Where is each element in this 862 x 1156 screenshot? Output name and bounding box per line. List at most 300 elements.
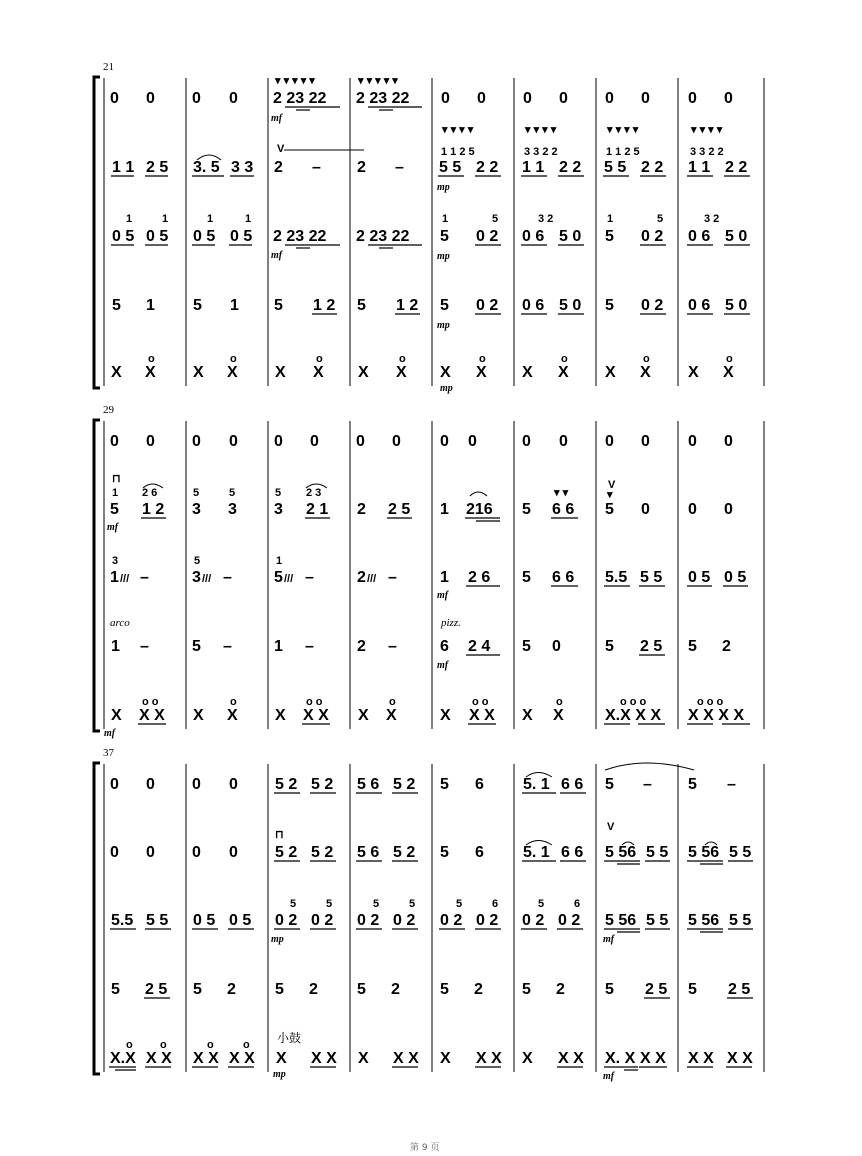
svg-text:5: 5 xyxy=(522,638,531,655)
svg-text:2 1: 2 1 xyxy=(306,501,329,518)
svg-text:X: X xyxy=(386,707,397,724)
svg-text:0: 0 xyxy=(605,433,614,450)
system-3 xyxy=(94,747,764,1082)
system-2 xyxy=(94,404,764,739)
svg-text:5 2: 5 2 xyxy=(275,844,298,861)
svg-text:X: X xyxy=(276,1050,287,1067)
measure-number: 21 xyxy=(103,61,114,73)
part-5-percussion xyxy=(111,353,734,394)
svg-text:0: 0 xyxy=(724,433,733,450)
svg-text:5: 5 xyxy=(373,898,380,910)
svg-text:X: X xyxy=(313,364,324,381)
svg-text:5: 5 xyxy=(688,776,697,793)
svg-text:0 2: 0 2 xyxy=(476,297,499,314)
svg-text:1 1 2 5: 1 1 2 5 xyxy=(606,146,640,158)
svg-text:0: 0 xyxy=(192,844,201,861)
svg-text:3: 3 xyxy=(112,555,119,567)
svg-text:–: – xyxy=(388,638,397,655)
svg-text:2: 2 xyxy=(227,981,236,998)
svg-text:5.5: 5.5 xyxy=(605,569,628,586)
svg-text:5: 5 xyxy=(110,501,119,518)
svg-text:2: 2 xyxy=(357,569,366,586)
svg-text:5 2: 5 2 xyxy=(311,844,334,861)
svg-text:6: 6 xyxy=(440,638,449,655)
svg-text:X X: X X xyxy=(688,1050,714,1067)
svg-text:5: 5 xyxy=(193,981,202,998)
svg-text:3: 3 xyxy=(274,501,283,518)
svg-text:▾ ▾ ▾ ▾: ▾ ▾ ▾ ▾ xyxy=(691,124,723,136)
svg-text:⊓: ⊓ xyxy=(275,829,284,841)
svg-text:5: 5 xyxy=(275,487,282,499)
svg-text:o o o: o o o xyxy=(620,696,647,708)
svg-text:0 2: 0 2 xyxy=(311,912,334,929)
svg-text:X: X xyxy=(227,707,238,724)
svg-text:X: X xyxy=(145,364,156,381)
svg-text:X X: X X xyxy=(558,1050,584,1067)
svg-text:–: – xyxy=(312,159,321,176)
svg-text:1 2: 1 2 xyxy=(142,501,165,518)
svg-text:5. 1: 5. 1 xyxy=(523,844,550,861)
svg-text:o: o xyxy=(243,1039,250,1051)
svg-text:X: X xyxy=(553,707,564,724)
svg-text:mp: mp xyxy=(437,251,450,262)
svg-text:5: 5 xyxy=(357,297,366,314)
part-1 xyxy=(110,763,736,793)
svg-text:X.X: X.X xyxy=(110,1050,136,1067)
svg-text:2 2: 2 2 xyxy=(559,159,582,176)
svg-text:0: 0 xyxy=(310,433,319,450)
svg-text:5: 5 xyxy=(522,501,531,518)
svg-text:X X: X X xyxy=(229,1050,255,1067)
svg-text:///: /// xyxy=(284,573,294,585)
svg-text:X: X xyxy=(275,707,286,724)
svg-text:5 6: 5 6 xyxy=(357,844,380,861)
svg-text:2: 2 xyxy=(274,159,283,176)
svg-text:2 5: 2 5 xyxy=(728,981,751,998)
svg-text:3 3: 3 3 xyxy=(231,159,254,176)
svg-text:mf: mf xyxy=(437,660,449,671)
svg-text:o: o xyxy=(726,353,733,365)
svg-text:–: – xyxy=(140,569,149,586)
svg-text:2 5: 2 5 xyxy=(145,981,168,998)
svg-text:5: 5 xyxy=(440,981,449,998)
svg-text:0: 0 xyxy=(477,90,486,107)
svg-text:0: 0 xyxy=(724,90,733,107)
svg-text:5 2: 5 2 xyxy=(311,776,334,793)
svg-text:5: 5 xyxy=(192,638,201,655)
svg-text:X: X xyxy=(358,1050,369,1067)
svg-text:2 3: 2 3 xyxy=(306,487,322,499)
svg-text:▾ ▾ ▾ ▾ ▾: ▾ ▾ ▾ ▾ ▾ xyxy=(358,75,398,87)
svg-text:0 5: 0 5 xyxy=(193,228,216,245)
svg-text:1 1: 1 1 xyxy=(688,159,711,176)
svg-text:5 2: 5 2 xyxy=(393,776,416,793)
svg-text:X: X xyxy=(275,364,286,381)
svg-text:o o: o o xyxy=(306,696,323,708)
svg-text:5: 5 xyxy=(688,638,697,655)
svg-text:5: 5 xyxy=(605,638,614,655)
svg-text:0 2: 0 2 xyxy=(393,912,416,929)
svg-text:2 2: 2 2 xyxy=(476,159,499,176)
svg-text:–: – xyxy=(305,638,314,655)
svg-text:0 5: 0 5 xyxy=(724,569,747,586)
part-3 xyxy=(110,555,748,601)
measure-number: 37 xyxy=(103,747,114,759)
svg-text:0: 0 xyxy=(229,90,238,107)
svg-text:///: /// xyxy=(367,573,377,585)
svg-text:o: o xyxy=(643,353,650,365)
svg-text:X: X xyxy=(227,364,238,381)
notation-cell: 0 xyxy=(110,90,119,107)
svg-text:3 2: 3 2 xyxy=(704,213,720,225)
svg-text:3: 3 xyxy=(192,569,201,586)
svg-text:5: 5 xyxy=(326,898,333,910)
svg-text:6: 6 xyxy=(492,898,499,910)
system-bracket xyxy=(94,763,100,1074)
svg-text:5 5: 5 5 xyxy=(604,159,627,176)
svg-text:5 5: 5 5 xyxy=(646,912,669,929)
svg-text:0: 0 xyxy=(274,433,283,450)
svg-text:X X: X X xyxy=(146,1050,172,1067)
svg-text:X: X xyxy=(111,364,122,381)
svg-text:X X: X X xyxy=(469,707,495,724)
svg-text:X: X xyxy=(723,364,734,381)
svg-text:5. 1: 5. 1 xyxy=(523,776,550,793)
system-bracket xyxy=(94,420,100,731)
svg-text:5: 5 xyxy=(440,776,449,793)
svg-text:o o: o o xyxy=(472,696,489,708)
svg-text:0: 0 xyxy=(523,90,532,107)
svg-text:0: 0 xyxy=(110,776,119,793)
svg-text:X: X xyxy=(440,707,451,724)
svg-text:5: 5 xyxy=(409,898,416,910)
svg-text:0: 0 xyxy=(559,433,568,450)
svg-text:X X: X X xyxy=(727,1050,753,1067)
part-3 xyxy=(111,213,750,262)
part-5-percussion xyxy=(104,696,750,739)
svg-text:6: 6 xyxy=(475,776,484,793)
svg-text:3 3 2 2: 3 3 2 2 xyxy=(690,146,724,158)
svg-text:0 2: 0 2 xyxy=(476,228,499,245)
svg-text:5 56: 5 56 xyxy=(605,844,637,861)
part-5-percussion xyxy=(109,1030,753,1082)
svg-text:0 2: 0 2 xyxy=(275,912,298,929)
svg-text:2 5: 2 5 xyxy=(645,981,668,998)
svg-text:2 23 22: 2 23 22 xyxy=(273,228,327,245)
svg-text:0: 0 xyxy=(192,433,201,450)
svg-text:–: – xyxy=(305,569,314,586)
svg-text:5: 5 xyxy=(275,981,284,998)
svg-text:X X X X: X X X X xyxy=(688,707,745,724)
svg-text:▾ ▾ ▾ ▾: ▾ ▾ ▾ ▾ xyxy=(442,124,474,136)
svg-text:X X: X X xyxy=(139,707,165,724)
svg-text:2 5: 2 5 xyxy=(640,638,663,655)
svg-text:–: – xyxy=(223,569,232,586)
svg-text:0: 0 xyxy=(110,844,119,861)
svg-text:2 6: 2 6 xyxy=(468,569,491,586)
svg-text:2: 2 xyxy=(391,981,400,998)
svg-text:2 2: 2 2 xyxy=(641,159,664,176)
svg-text:0 6: 0 6 xyxy=(688,228,711,245)
svg-text:0: 0 xyxy=(192,90,201,107)
svg-text:1: 1 xyxy=(440,569,449,586)
svg-text:2 5: 2 5 xyxy=(146,159,169,176)
svg-text:5: 5 xyxy=(194,555,201,567)
svg-text:▾ ▾: ▾ ▾ xyxy=(554,487,569,499)
svg-text:1: 1 xyxy=(110,569,119,586)
svg-text:0: 0 xyxy=(146,90,155,107)
svg-text:1 1: 1 1 xyxy=(522,159,545,176)
svg-text:2 23 22: 2 23 22 xyxy=(356,90,410,107)
svg-text:V: V xyxy=(277,143,285,155)
svg-text:0 2: 0 2 xyxy=(558,912,581,929)
svg-text:5: 5 xyxy=(440,297,449,314)
svg-text:1: 1 xyxy=(207,213,214,225)
svg-text:0 5: 0 5 xyxy=(193,912,216,929)
svg-text:2 5: 2 5 xyxy=(388,501,411,518)
svg-text:0: 0 xyxy=(440,433,449,450)
svg-text:5: 5 xyxy=(522,569,531,586)
svg-text:5.5: 5.5 xyxy=(111,912,134,929)
svg-text:0 2: 0 2 xyxy=(641,228,664,245)
svg-text:o o o: o o o xyxy=(697,696,724,708)
svg-text:0 6: 0 6 xyxy=(688,297,711,314)
svg-text:X: X xyxy=(522,364,533,381)
svg-text:0 2: 0 2 xyxy=(522,912,545,929)
part-1 xyxy=(110,433,733,450)
svg-text:0: 0 xyxy=(641,501,650,518)
svg-text:–: – xyxy=(388,569,397,586)
svg-text:0: 0 xyxy=(441,90,450,107)
svg-text:2: 2 xyxy=(556,981,565,998)
svg-text:1 1 2 5: 1 1 2 5 xyxy=(441,146,475,158)
svg-text:o: o xyxy=(479,353,486,365)
svg-text:mp: mp xyxy=(273,1069,286,1080)
svg-text:0: 0 xyxy=(356,433,365,450)
part-4 xyxy=(112,297,750,331)
svg-text:1 1: 1 1 xyxy=(112,159,135,176)
svg-text:5: 5 xyxy=(522,981,531,998)
svg-text:5 5: 5 5 xyxy=(146,912,169,929)
measure-number: 29 xyxy=(103,404,114,416)
svg-text:0: 0 xyxy=(688,90,697,107)
svg-text:3: 3 xyxy=(192,501,201,518)
svg-text:o: o xyxy=(399,353,406,365)
technique-mark: arco xyxy=(110,617,130,629)
svg-text:2: 2 xyxy=(357,638,366,655)
svg-text:5: 5 xyxy=(111,981,120,998)
svg-text:X: X xyxy=(111,707,122,724)
svg-text:5: 5 xyxy=(274,569,283,586)
svg-text:5: 5 xyxy=(605,297,614,314)
svg-text:–: – xyxy=(395,159,404,176)
svg-text:0: 0 xyxy=(110,433,119,450)
part-2 xyxy=(107,473,733,533)
svg-text:///: /// xyxy=(202,573,212,585)
svg-text:0: 0 xyxy=(146,844,155,861)
svg-text:5: 5 xyxy=(440,844,449,861)
svg-text:0: 0 xyxy=(724,501,733,518)
svg-text:5 0: 5 0 xyxy=(559,228,582,245)
svg-text:o: o xyxy=(148,353,155,365)
svg-text:5: 5 xyxy=(357,981,366,998)
svg-text:2: 2 xyxy=(357,501,366,518)
svg-text:2 23 22: 2 23 22 xyxy=(273,90,327,107)
svg-text:0 5: 0 5 xyxy=(688,569,711,586)
svg-text:6: 6 xyxy=(574,898,581,910)
svg-text:X: X xyxy=(358,364,369,381)
svg-text:X X: X X xyxy=(303,707,329,724)
svg-text:1: 1 xyxy=(276,555,283,567)
instrument-label: 小鼓 xyxy=(277,1031,302,1045)
svg-text:6 6: 6 6 xyxy=(552,569,575,586)
svg-text:V: V xyxy=(607,821,615,833)
svg-text:1: 1 xyxy=(274,638,283,655)
svg-text:0 6: 0 6 xyxy=(522,297,545,314)
svg-text:0: 0 xyxy=(641,433,650,450)
svg-text:X: X xyxy=(558,364,569,381)
svg-text:X: X xyxy=(396,364,407,381)
svg-text:–: – xyxy=(643,776,652,793)
svg-text:X: X xyxy=(193,707,204,724)
svg-text:X: X xyxy=(605,364,616,381)
svg-text:0: 0 xyxy=(229,776,238,793)
svg-text:3. 5: 3. 5 xyxy=(193,159,220,176)
svg-text:0: 0 xyxy=(468,433,477,450)
svg-text:mp: mp xyxy=(437,182,450,193)
svg-text:mf: mf xyxy=(603,1071,615,1082)
svg-text:▾ ▾ ▾ ▾: ▾ ▾ ▾ ▾ xyxy=(525,124,557,136)
svg-text:1: 1 xyxy=(146,297,155,314)
svg-text:o: o xyxy=(230,353,237,365)
svg-text:1: 1 xyxy=(607,213,614,225)
svg-text:0: 0 xyxy=(605,90,614,107)
svg-text:mf: mf xyxy=(104,728,116,739)
system-bracket xyxy=(94,77,100,388)
svg-text:o: o xyxy=(126,1039,133,1051)
svg-text:0 2: 0 2 xyxy=(357,912,380,929)
svg-text:5 2: 5 2 xyxy=(393,844,416,861)
svg-text:1: 1 xyxy=(440,501,449,518)
svg-text:5: 5 xyxy=(274,297,283,314)
svg-text:mp: mp xyxy=(437,320,450,331)
svg-text:X. X: X. X xyxy=(605,1050,636,1067)
svg-text:2: 2 xyxy=(309,981,318,998)
svg-text:1: 1 xyxy=(230,297,239,314)
svg-text:0: 0 xyxy=(392,433,401,450)
svg-text:216: 216 xyxy=(466,501,493,518)
svg-text:5: 5 xyxy=(538,898,545,910)
svg-text:6 6: 6 6 xyxy=(561,844,584,861)
svg-text:X: X xyxy=(193,364,204,381)
svg-text:0 5: 0 5 xyxy=(229,912,252,929)
part-4 xyxy=(110,617,731,671)
svg-text:V: V xyxy=(608,479,616,491)
svg-text:5 0: 5 0 xyxy=(559,297,582,314)
svg-text:5 5: 5 5 xyxy=(729,844,752,861)
svg-text:1: 1 xyxy=(111,638,120,655)
svg-text:X X: X X xyxy=(311,1050,337,1067)
svg-text:–: – xyxy=(140,638,149,655)
svg-text:5 5: 5 5 xyxy=(640,569,663,586)
svg-text:5 2: 5 2 xyxy=(275,776,298,793)
part-2 xyxy=(111,124,750,193)
page-number: 第 9 页 xyxy=(410,1143,440,1153)
svg-text:1: 1 xyxy=(442,213,449,225)
svg-text:6 6: 6 6 xyxy=(561,776,584,793)
svg-text:mp: mp xyxy=(440,383,453,394)
svg-text:▾ ▾ ▾ ▾: ▾ ▾ ▾ ▾ xyxy=(607,124,639,136)
svg-text:0 5: 0 5 xyxy=(112,228,135,245)
svg-text:5: 5 xyxy=(492,213,499,225)
svg-text:0: 0 xyxy=(641,90,650,107)
svg-text:1: 1 xyxy=(112,487,119,499)
svg-text:▾ ▾ ▾ ▾ ▾: ▾ ▾ ▾ ▾ ▾ xyxy=(275,75,315,87)
svg-text:1 2: 1 2 xyxy=(313,297,336,314)
svg-text:–: – xyxy=(727,776,736,793)
svg-text:2 6: 2 6 xyxy=(142,487,158,499)
svg-text:5: 5 xyxy=(193,487,200,499)
part-1 xyxy=(110,75,733,124)
svg-text:6 6: 6 6 xyxy=(552,501,575,518)
svg-text:2: 2 xyxy=(722,638,731,655)
svg-text:1 2: 1 2 xyxy=(396,297,419,314)
svg-text:5 56: 5 56 xyxy=(688,912,720,929)
svg-text:o o: o o xyxy=(142,696,159,708)
svg-text:5: 5 xyxy=(440,228,449,245)
svg-text:0: 0 xyxy=(229,844,238,861)
svg-text:5 56: 5 56 xyxy=(688,844,720,861)
svg-text:X: X xyxy=(522,1050,533,1067)
svg-text:▾: ▾ xyxy=(607,489,613,501)
svg-text:o: o xyxy=(316,353,323,365)
svg-text:5: 5 xyxy=(605,776,614,793)
svg-text:0: 0 xyxy=(229,433,238,450)
svg-text:o: o xyxy=(207,1039,214,1051)
svg-text:5 56: 5 56 xyxy=(605,912,637,929)
svg-text:X X: X X xyxy=(640,1050,666,1067)
svg-text:X.X X X: X.X X X xyxy=(605,707,662,724)
svg-text:0 6: 0 6 xyxy=(522,228,545,245)
svg-text:1: 1 xyxy=(162,213,169,225)
svg-text:X: X xyxy=(440,1050,451,1067)
svg-text:5 5: 5 5 xyxy=(729,912,752,929)
svg-text:5: 5 xyxy=(605,228,614,245)
svg-text:mf: mf xyxy=(437,590,449,601)
svg-text:6: 6 xyxy=(475,844,484,861)
svg-text:///: /// xyxy=(120,573,130,585)
svg-text:5: 5 xyxy=(193,297,202,314)
svg-text:X X: X X xyxy=(476,1050,502,1067)
svg-text:⊓: ⊓ xyxy=(112,473,121,485)
svg-text:0: 0 xyxy=(146,776,155,793)
svg-text:5 5: 5 5 xyxy=(439,159,462,176)
svg-text:o: o xyxy=(561,353,568,365)
svg-text:5: 5 xyxy=(456,898,463,910)
svg-text:–: – xyxy=(223,638,232,655)
svg-text:3 3 2 2: 3 3 2 2 xyxy=(524,146,558,158)
svg-text:2: 2 xyxy=(357,159,366,176)
svg-text:o: o xyxy=(230,696,237,708)
svg-text:3 2: 3 2 xyxy=(538,213,554,225)
svg-text:o: o xyxy=(389,696,396,708)
svg-text:5 5: 5 5 xyxy=(646,844,669,861)
svg-text:mf: mf xyxy=(603,934,615,945)
svg-text:0: 0 xyxy=(522,433,531,450)
svg-text:X X: X X xyxy=(193,1050,219,1067)
dynamic-mark: mf xyxy=(271,113,283,124)
svg-text:5: 5 xyxy=(605,981,614,998)
